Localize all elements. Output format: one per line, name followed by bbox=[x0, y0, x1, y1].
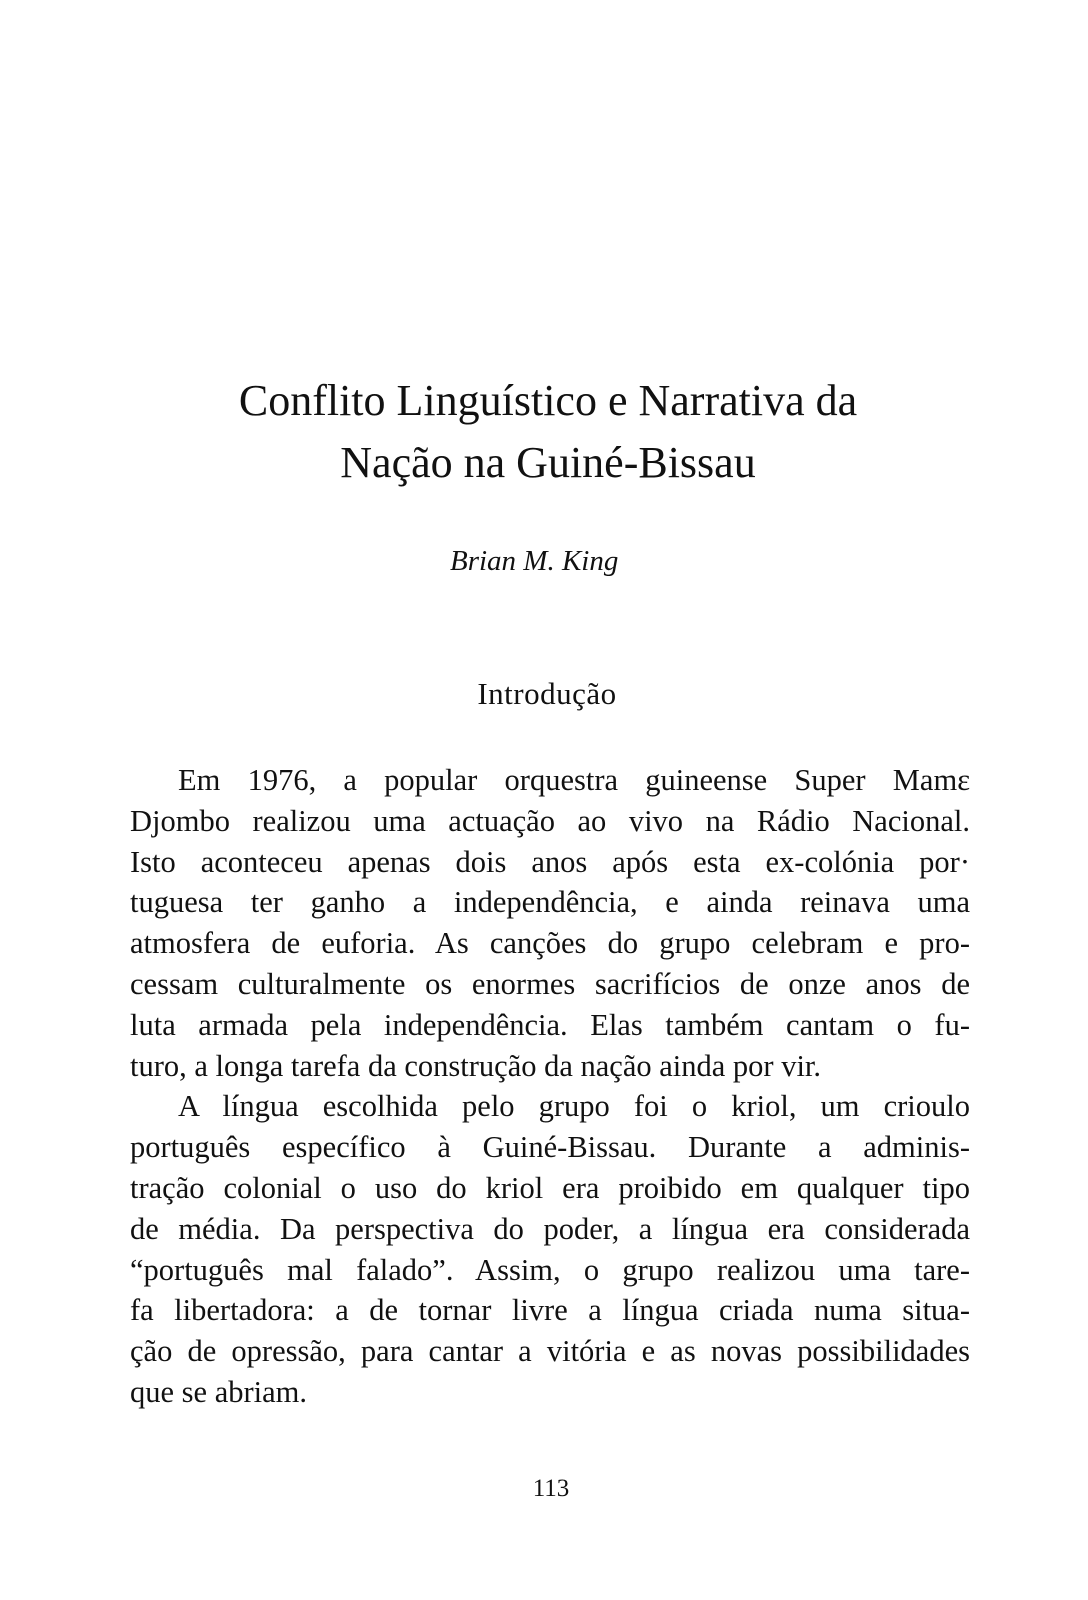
text-line: tração colonial o uso do kriol era proibido em qualquer tipo bbox=[130, 1170, 970, 1205]
author-name: Brian M. King bbox=[450, 545, 619, 577]
text-line: português específico à Guiné-Bissau. Durante a adminis- bbox=[130, 1130, 970, 1165]
body-text bbox=[130, 760, 970, 1413]
text-line: fa libertadora: a de tornar livre a língua criada numa situa- bbox=[130, 1293, 970, 1328]
text-line: luta armada pela independência. Elas também cantam o fu- bbox=[130, 1007, 970, 1042]
chapter-title-line-1: Conflito Linguístico e Narrativa da bbox=[238, 376, 858, 425]
text-line: Em 1976, a popular orquestra guineense Super Mamɛ bbox=[178, 763, 970, 797]
text-line: cessam culturalmente os enormes sacrifícios de onze anos de bbox=[130, 966, 970, 1001]
text-line: “português mal falado”. Assim, o grupo realizou uma tare- bbox=[130, 1252, 970, 1287]
text-line: que se abriam. bbox=[130, 1374, 307, 1409]
text-line: de média. Da perspectiva do poder, a língua era considerada bbox=[130, 1211, 970, 1246]
text-line: Isto aconteceu apenas dois anos após esta ex-colónia por· bbox=[130, 844, 970, 879]
section-heading: Introdução bbox=[477, 676, 617, 711]
text-line: Djombo realizou uma actuação ao vivo na Rádio Nacional. bbox=[130, 803, 970, 838]
text-line: atmosfera de euforia. As canções do grupo celebram e pro- bbox=[130, 926, 970, 961]
chapter-title-line-2: Nação na Guiné-Bissau bbox=[340, 438, 756, 487]
chapter-title bbox=[0, 370, 1088, 494]
text-line: ção de opressão, para cantar a vitória e as novas possibilidades bbox=[130, 1334, 970, 1369]
text-line: turo, a longa tarefa da construção da nação ainda por vir. bbox=[130, 1048, 822, 1083]
paragraph-1 bbox=[130, 760, 970, 1086]
text-line: A língua escolhida pelo grupo foi o kriol, um crioulo bbox=[178, 1089, 970, 1124]
page-number: 113 bbox=[532, 1475, 570, 1502]
paragraph-2 bbox=[130, 1086, 970, 1412]
text-line: tuguesa ter ganho a independência, e ainda reinava uma bbox=[130, 885, 970, 920]
